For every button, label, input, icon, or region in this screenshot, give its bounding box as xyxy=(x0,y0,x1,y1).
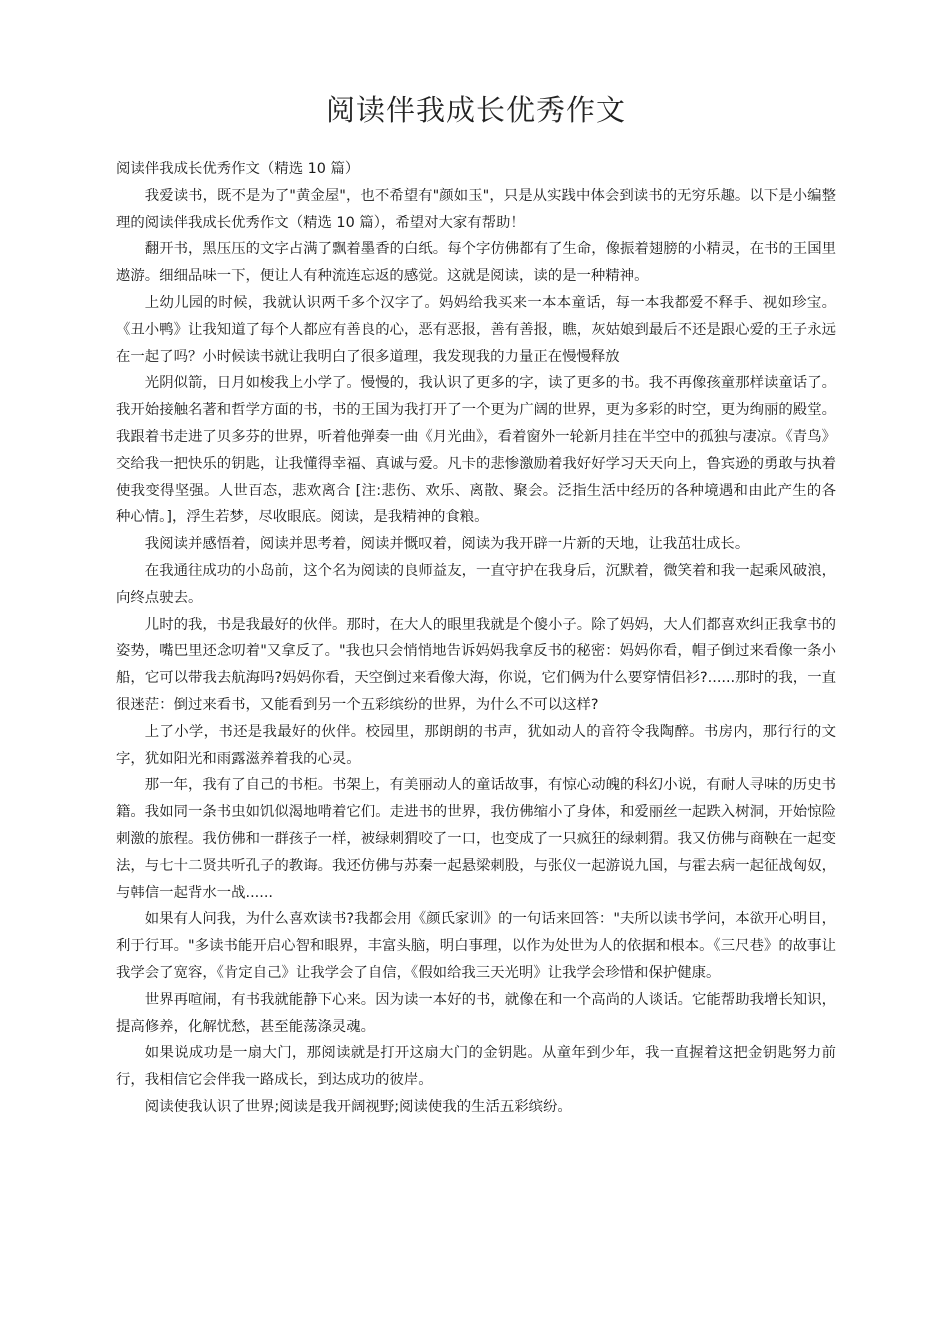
paragraph: 儿时的我，书是我最好的伙伴。那时，在大人的眼里我就是个傻小子。除了妈妈，大人们都喜欢纠正我拿书的姿势，嘴巴里还念叨着"又拿反了。"我也只会悄悄地告诉妈妈我拿反书的秘密：妈妈你看，帽子倒过来看像一条小船，它可以带我去航海吗?妈妈你看，天空倒过来看像大海，你说，它们俩为什么要穿情侣衫?......那时的我，一直很迷茫：倒过来看书，又能看到另一个五彩缤纷的世界，为什么不可以这样? xyxy=(116,616,836,713)
paragraph: 上幼儿园的时候，我就认识两千多个汉字了。妈妈给我买来一本本童话，每一本我都爱不释手、视如珍宝。《丑小鸭》让我知道了每个人都应有善良的心，恶有恶报，善有善报，瞧，灰姑娘到最后不还是跟心爱的王子永远在一起了吗？小时候读书就让我明白了很多道理，我发现我的力量正在慢慢释放 xyxy=(116,294,836,365)
paragraph: 光阴似箭，日月如梭我上小学了。慢慢的，我认识了更多的字，读了更多的书。我不再像孩童那样读童话了。我开始接触名著和哲学方面的书，书的王国为我打开了一个更为广阔的世界，更为多彩的时空，更为绚丽的殿堂。我跟着书走进了贝多芬的世界，听着他弹奏一曲《月光曲》，看着窗外一轮新月挂在半空中的孤独与凄凉。《青鸟》交给我一把快乐的钥匙，让我懂得幸福、真诚与爱。凡卡的悲惨激励着我好好学习天天向上，鲁宾逊的勇敢与执着使我变得坚强。人世百态，悲欢离合 [注:悲伤、欢乐、离散、聚会。泛指生活中经历的各种境遇和由此产生的各种心情。]，浮生若梦，尽收眼底。阅读，是我精神的食粮。 xyxy=(116,375,836,526)
paragraph: 如果有人问我，为什么喜欢读书?我都会用《颜氏家训》的一句话来回答："夫所以读书学问，本欲开心明目，利于行耳。"多读书能开启心智和眼界，丰富头脑，明白事理，以作为处世为人的依据和根本。《三尺巷》的故事让我学会了宽容，《肯定自己》让我学会了自信，《假如给我三天光明》让我学会珍惜和保护健康。 xyxy=(116,911,836,981)
document-title: 阅读伴我成长优秀作文 xyxy=(325,93,626,127)
document-subtitle: 阅读伴我成长优秀作文（精选 10 篇） xyxy=(116,161,360,177)
paragraph: 如果说成功是一扇大门，那阅读就是打开这扇大门的金钥匙。从童年到少年，我一直握着这把金钥匙努力前行，我相信它会伴我一路成长，到达成功的彼岸。 xyxy=(116,1045,836,1089)
paragraph: 世界再喧闹，有书我就能静下心来。因为读一本好的书，就像在和一个高尚的人谈话。它能帮助我增长知识，提高修养，化解忧愁，甚至能荡涤灵魂。 xyxy=(116,991,836,1035)
paragraph: 那一年，我有了自己的书柜。书架上，有美丽动人的童话故事，有惊心动魄的科幻小说，有耐人寻味的历史书籍。我如同一条书虫如饥似渴地啃着它们。走进书的世界，我仿佛缩小了身体，和爱丽丝一起跌入树洞，开始惊险刺激的旅程。我仿佛和一群孩子一样，被绿刺猬咬了一口，也变成了一只疯狂的绿刺猬。我又仿佛与商鞅在一起变法，与七十二贤共听孔子的教诲。我还仿佛与苏秦一起悬梁刺股，与张仪一起游说九国，与霍去病一起征战匈奴，与韩信一起背水一战...... xyxy=(116,777,836,901)
paragraph: 我阅读并感悟着，阅读并思考着，阅读并慨叹着，阅读为我开辟一片新的天地，让我茁壮成长。 xyxy=(144,536,750,553)
paragraph: 在我通往成功的小岛前，这个名为阅读的良师益友，一直守护在我身后，沉默着，微笑着和我一起乘风破浪，向终点驶去。 xyxy=(116,562,836,606)
paragraph: 阅读使我认识了世界;阅读是我开阔视野;阅读使我的生活五彩缤纷。 xyxy=(144,1098,572,1115)
document-page xyxy=(116,0,836,1121)
paragraph: 我爱读书，既不是为了"黄金屋"，也不希望有"颜如玉"，只是从实践中体会到读书的无穷乐趣。以下是小编整理的阅读伴我成长优秀作文（精选 10 篇），希望对大家有帮助！ xyxy=(116,187,836,231)
document-body xyxy=(116,156,836,1121)
paragraph: 上了小学，书还是我最好的伙伴。校园里，那朗朗的书声，犹如动人的音符令我陶醉。书房内，那行行的文字，犹如阳光和雨露滋养着我的心灵。 xyxy=(116,723,836,767)
paragraph: 翻开书，黑压压的文字占满了飘着墨香的白纸。每个字仿佛都有了生命，像振着翅膀的小精灵，在书的王国里遨游。细细品味一下，便让人有种流连忘返的感觉。这就是阅读，读的是一种精神。 xyxy=(116,241,836,285)
